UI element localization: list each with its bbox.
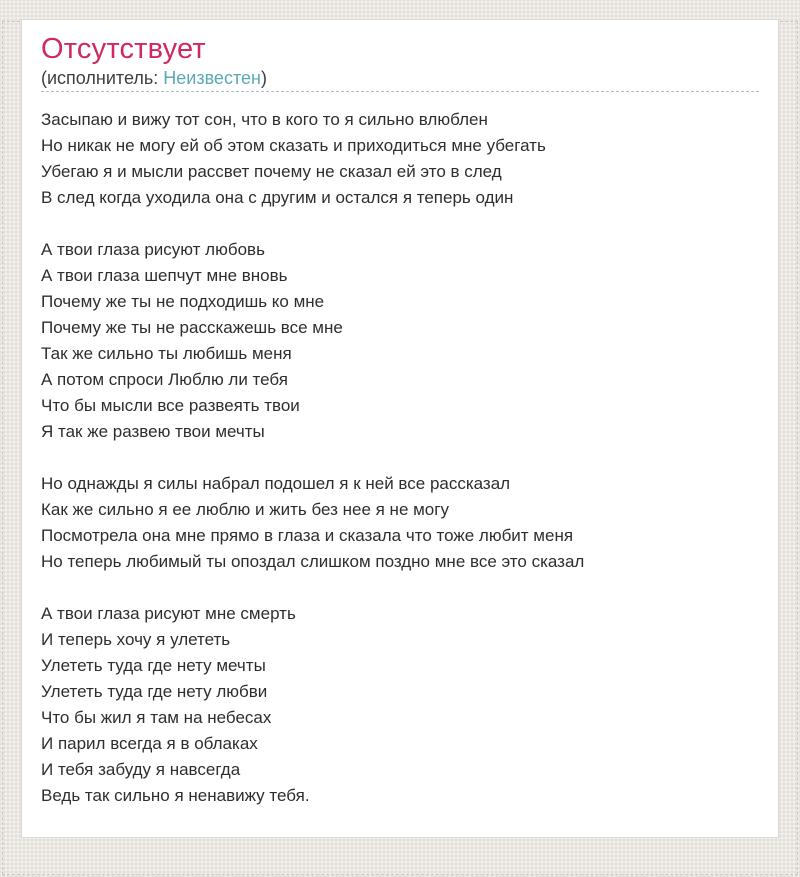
lyric-line: Почему же ты не подходишь ко мне bbox=[41, 292, 325, 311]
lyric-line: Но никак не могу ей об этом сказать и приходиться мне убегать bbox=[41, 136, 546, 155]
artist-line bbox=[41, 67, 759, 89]
lyric-line: Улететь туда где нету любви bbox=[41, 682, 268, 701]
lyric-line: А твои глаза рисуют мне смерть bbox=[41, 604, 296, 623]
lyric-line: И тебя забуду я навсегда bbox=[41, 760, 241, 779]
lyric-line: Но теперь любимый ты опоздал слишком поздно мне все это сказал bbox=[41, 552, 585, 571]
lyric-line: В след когда уходила она с другим и остался я теперь один bbox=[41, 188, 514, 207]
artist-label: (исполнитель: bbox=[41, 68, 164, 88]
lyric-line: Что бы мысли все развеять твои bbox=[41, 396, 300, 415]
lyric-line: А твои глаза шепчут мне вновь bbox=[41, 266, 288, 285]
lyric-line: Улететь туда где нету мечты bbox=[41, 656, 266, 675]
song-header bbox=[41, 20, 759, 92]
lyric-line: Убегаю я и мысли рассвет почему не сказал ей это в след bbox=[41, 162, 502, 181]
lyric-line: Как же сильно я ее люблю и жить без нее я не могу bbox=[41, 500, 449, 519]
lyrics-stanza bbox=[41, 237, 759, 445]
lyric-line: Так же сильно ты любишь меня bbox=[41, 344, 292, 363]
lyrics-stanza bbox=[41, 107, 759, 211]
lyric-line: Ведь так сильно я ненавижу тебя. bbox=[41, 786, 310, 805]
lyric-line: А потом спроси Люблю ли тебя bbox=[41, 370, 288, 389]
song-title[interactable]: Отсутствует bbox=[41, 33, 206, 65]
lyric-line: Что бы жил я там на небесах bbox=[41, 708, 272, 727]
lyrics-stanza bbox=[41, 471, 759, 575]
artist-link[interactable]: Неизвестен bbox=[163, 68, 261, 88]
lyrics-stanza bbox=[41, 601, 759, 809]
lyric-line: Но однажды я силы набрал подошел я к ней все рассказал bbox=[41, 474, 511, 493]
lyrics-text bbox=[41, 92, 759, 837]
lyric-line: И теперь хочу я улететь bbox=[41, 630, 231, 649]
lyric-line: Посмотрела она мне прямо в глаза и сказала что тоже любит меня bbox=[41, 526, 574, 545]
lyric-line: Засыпаю и вижу тот сон, что в кого то я сильно влюблен bbox=[41, 110, 488, 129]
lyrics-card bbox=[21, 19, 779, 838]
lyric-line: И парил всегда я в облаках bbox=[41, 734, 258, 753]
lyric-line: А твои глаза рисуют любовь bbox=[41, 240, 265, 259]
lyric-line: Почему же ты не расскажешь все мне bbox=[41, 318, 343, 337]
artist-close-paren: ) bbox=[260, 68, 267, 88]
lyric-line: Я так же развею твои мечты bbox=[41, 422, 265, 441]
